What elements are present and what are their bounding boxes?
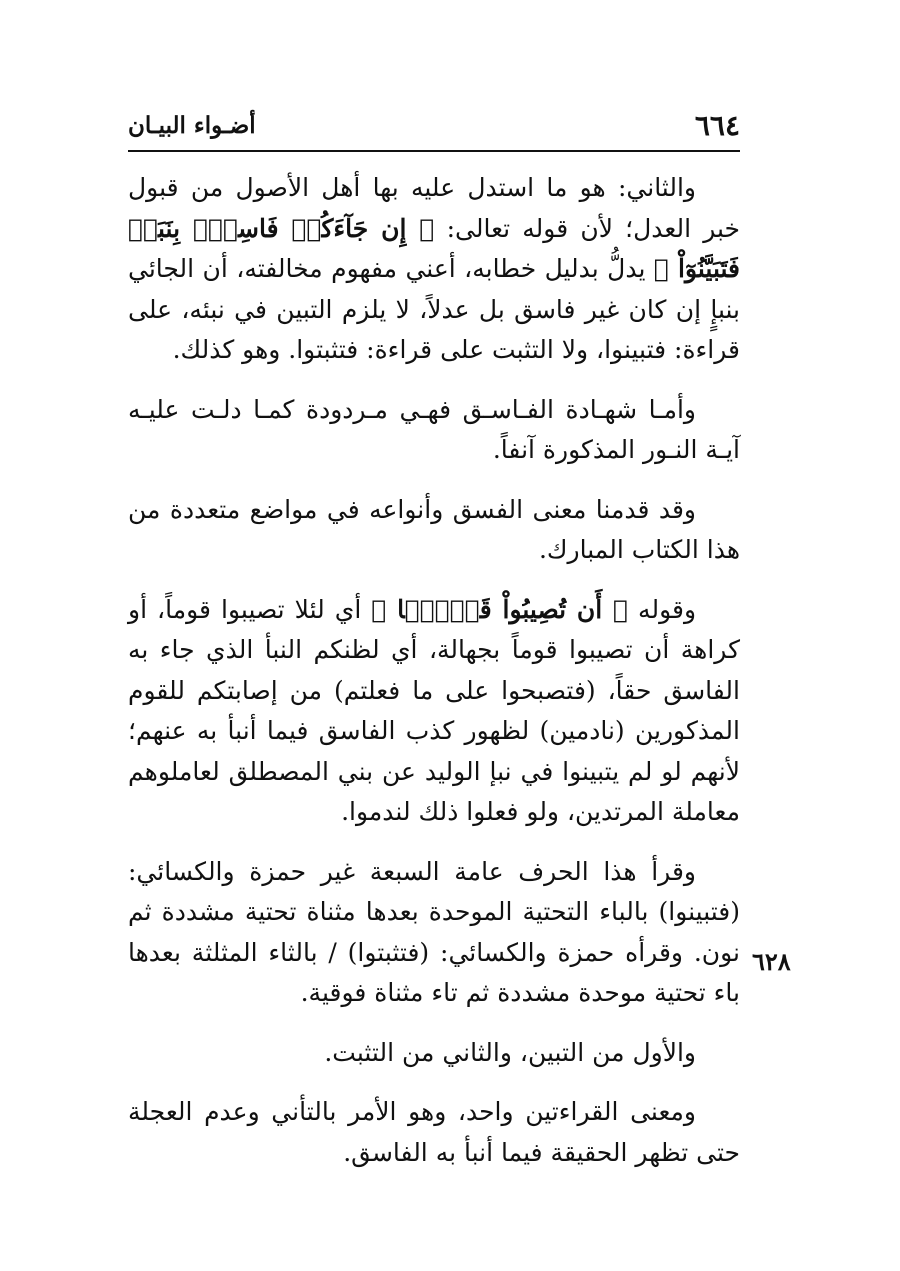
header-rule: [128, 150, 740, 152]
paragraph-text: أي لئلا تصيبوا قوماً، أو كراهة أن تصيبوا قوماً بجهالة، أي لظنكم النبأ الذي جاء به الفاسق حقاً، (فتصبحوا على ما فعلتم) من إصابتكم للقوم المذكورين (نادمين) لظهور كذب الفاسق فيما أنبأ به عنهم؛ لأنهم لو لم يتبينوا في نبإ الوليد عن بني المصطلق لعاملوهم معاملة المرتدين، ولو فعلوا ذلك لندموا.: [128, 594, 740, 826]
paragraph-text: والثاني: هو ما استدل عليه بها أهل الأصول من قبول خبر العدل؛ لأن قوله تعالى:: [128, 173, 740, 243]
paragraph-text: وقوله: [628, 594, 697, 624]
paragraph-4: [128, 590, 740, 833]
quran-verse: ﴿ إِن جَآءَكُمۡ فَاسِقُۢ بِنَبَإٖ فَتَبَيَّنُوٓاْ ﴾: [128, 213, 740, 283]
page-number: ٦٦٤: [694, 109, 740, 142]
paragraph-2: وأمـا شهـادة الفـاسـق فهـي مـردودة كمـا دلـت عليـه آيـة النـور المذكورة آنفاً.: [128, 394, 740, 464]
paragraph-text: يدلُّ بدليل خطابه، أعني مفهوم مخالفته، أن الجائي بنبإٍ إن كان غير فاسق بل عدلاً، لا يلزم التبين في نبئه، على قراءة: فتبينوا، ولا التثبت على قراءة: فتثبتوا. وهو كذلك.: [128, 254, 740, 364]
paragraph-1: [128, 168, 740, 371]
page-header: [128, 108, 740, 144]
paragraph-5: وقرأ هذا الحرف عامة السبعة غير حمزة والكسائي: (فتبينوا) بالباء التحتية الموحدة بعدها مثناة تحتية مشددة ثم نون. وقرأه حمزة والكسائي: (فتثبتوا) / بالثاء المثلثة بعدها باء تحتية موحدة مشددة ثم تاء مثناة فوقية.: [128, 856, 740, 1007]
margin-page-reference: ٦٢٨: [752, 947, 791, 976]
paragraph-3: وقد قدمنا معنى الفسق وأنواعه في مواضع متعددة من هذا الكتاب المبارك.: [128, 494, 740, 564]
quran-verse: ﴿ أَن تُصِيبُواْ قَوۡمَۢا ﴾: [371, 594, 629, 624]
running-title: أضـواء البيـان: [128, 112, 256, 139]
main-text: [128, 168, 740, 1192]
paragraph-7: ومعنى القراءتين واحد، وهو الأمر بالتأني وعدم العجلة حتى تظهر الحقيقة فيما أنبأ به الفاسق.: [128, 1097, 740, 1167]
paragraph-6: والأول من التبين، والثاني من التثبت.: [324, 1037, 696, 1067]
